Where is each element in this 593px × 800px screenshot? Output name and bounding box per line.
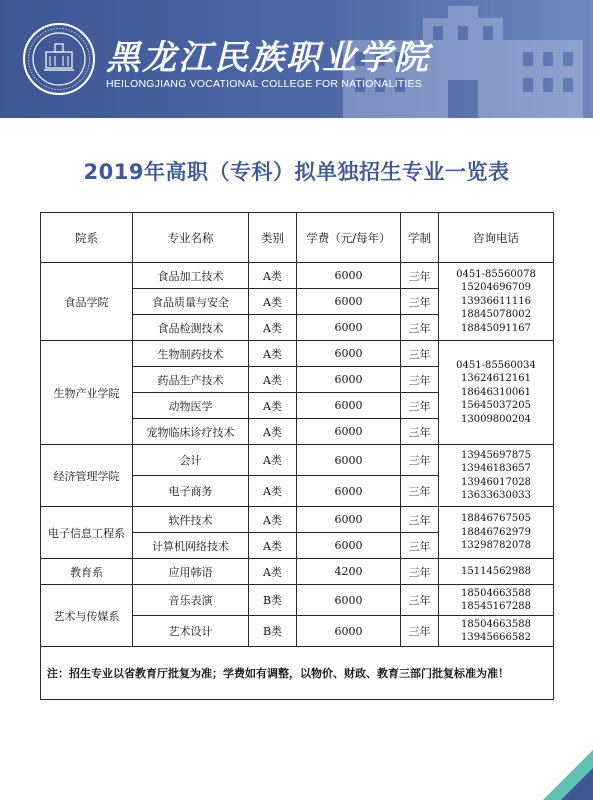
major-fee: 6000: [297, 507, 401, 533]
phone-number: 15114562988: [461, 565, 531, 577]
major-fee: 6000: [297, 263, 401, 289]
major-duration: 三年: [401, 393, 439, 419]
department-name: 艺术与传媒系: [41, 585, 133, 647]
header-fee: 学费（元/每年）: [297, 213, 401, 263]
major-duration: 三年: [401, 559, 439, 585]
major-duration: 三年: [401, 616, 439, 647]
phone-number: 0451-85560034: [456, 359, 536, 371]
table-row: [41, 341, 554, 367]
major-fee: 6000: [297, 393, 401, 419]
phone-number: 18504663588: [461, 587, 531, 599]
major-duration: 三年: [401, 367, 439, 393]
college-name-cn: 黑龙江民族职业学院: [106, 38, 430, 78]
consult-phone: [439, 585, 554, 616]
major-category: A类: [249, 507, 297, 533]
major-name: 药品生产技术: [133, 367, 249, 393]
college-logo: [22, 22, 96, 96]
table-row: [41, 507, 554, 533]
consult-phone: [439, 559, 554, 585]
phone-number: 18846762979: [461, 526, 531, 538]
major-fee: 6000: [297, 419, 401, 445]
phone-number: 18845091167: [461, 322, 531, 334]
major-category: A类: [249, 393, 297, 419]
footnote: 注：招生专业以省教育厅批复为准；学费如有调整，以物价、财政、教育三部门批复标准为准！: [41, 647, 554, 700]
major-name: 计算机网络技术: [133, 533, 249, 559]
phone-number: 18846767505: [461, 513, 531, 525]
department-name: 生物产业学院: [41, 341, 133, 445]
major-name: 艺术设计: [133, 616, 249, 647]
major-fee: 6000: [297, 476, 401, 507]
majors-table-container: [40, 212, 553, 700]
major-name: 软件技术: [133, 507, 249, 533]
consult-phone: [439, 263, 554, 341]
major-name: 食品质量与安全: [133, 289, 249, 315]
phone-number: 13009800204: [461, 413, 531, 425]
college-name-en: HEILONGJIANG VOCATIONAL COLLEGE FOR NATIONALITIES: [106, 78, 422, 90]
major-name: 应用韩语: [133, 559, 249, 585]
page-title: 2019年高职（专科）拟单独招生专业一览表: [83, 160, 510, 184]
major-duration: 三年: [401, 445, 439, 476]
major-fee: 6000: [297, 341, 401, 367]
major-category: A类: [249, 476, 297, 507]
majors-table: [40, 212, 554, 700]
major-name: 宠物临床诊疗技术: [133, 419, 249, 445]
major-duration: 三年: [401, 341, 439, 367]
major-name: 生物制药技术: [133, 341, 249, 367]
phone-number: 13945697875: [461, 449, 531, 461]
department-name: 食品学院: [41, 263, 133, 341]
major-name: 音乐表演: [133, 585, 249, 616]
major-name: 电子商务: [133, 476, 249, 507]
phone-number: 13945666582: [461, 632, 531, 643]
major-category: B类: [249, 616, 297, 647]
major-fee: 6000: [297, 533, 401, 559]
table-row: [41, 585, 554, 616]
major-duration: 三年: [401, 476, 439, 507]
major-fee: 6000: [297, 585, 401, 616]
major-duration: 三年: [401, 533, 439, 559]
phone-number: 13946017028: [461, 476, 531, 488]
table-row: [41, 263, 554, 289]
major-fee: 4200: [297, 559, 401, 585]
major-fee: 6000: [297, 289, 401, 315]
corner-decoration: [533, 750, 593, 800]
phone-number: 18646310061: [461, 386, 531, 398]
phone-number: 13298782078: [461, 540, 531, 552]
table-row: [41, 445, 554, 476]
header-phone: 咨询电话: [439, 213, 554, 263]
major-category: B类: [249, 585, 297, 616]
phone-number: 18845078002: [461, 309, 531, 321]
major-duration: 三年: [401, 585, 439, 616]
header-category: 类别: [249, 213, 297, 263]
header-banner: [0, 0, 593, 118]
phone-number: 18545167288: [461, 601, 531, 612]
header-department: 院系: [41, 213, 133, 263]
phone-number: 15204696709: [461, 282, 531, 294]
major-category: A类: [249, 367, 297, 393]
major-name: 食品检测技术: [133, 315, 249, 341]
phone-number: 0451-85560078: [456, 268, 536, 280]
consult-phone: [439, 507, 554, 559]
phone-number: 13946183657: [461, 463, 531, 475]
major-category: A类: [249, 263, 297, 289]
major-name: 动物医学: [133, 393, 249, 419]
major-duration: 三年: [401, 507, 439, 533]
table-row: [41, 559, 554, 585]
department-name: 教育系: [41, 559, 133, 585]
major-category: A类: [249, 445, 297, 476]
major-category: A类: [249, 533, 297, 559]
major-name: 食品加工技术: [133, 263, 249, 289]
major-name: 会计: [133, 445, 249, 476]
major-category: A类: [249, 289, 297, 315]
phone-number: 13936611116: [461, 295, 531, 307]
major-fee: 6000: [297, 367, 401, 393]
consult-phone: [439, 616, 554, 647]
major-duration: 三年: [401, 263, 439, 289]
phone-number: 15645037205: [461, 400, 531, 412]
department-name: 电子信息工程系: [41, 507, 133, 559]
major-fee: 6000: [297, 315, 401, 341]
phone-number: 13624612161: [461, 373, 531, 385]
major-duration: 三年: [401, 289, 439, 315]
consult-phone: [439, 445, 554, 507]
department-name: 经济管理学院: [41, 445, 133, 507]
major-duration: 三年: [401, 419, 439, 445]
major-category: A类: [249, 315, 297, 341]
major-category: A类: [249, 419, 297, 445]
header-duration: 学制: [401, 213, 439, 263]
consult-phone: [439, 341, 554, 445]
majors-table-body: [41, 263, 554, 647]
phone-number: 13633630033: [461, 489, 531, 501]
major-category: A类: [249, 559, 297, 585]
major-category: A类: [249, 341, 297, 367]
major-fee: 6000: [297, 616, 401, 647]
phone-number: 18504663588: [461, 618, 531, 630]
major-fee: 6000: [297, 445, 401, 476]
major-duration: 三年: [401, 315, 439, 341]
header-major: 专业名称: [133, 213, 249, 263]
